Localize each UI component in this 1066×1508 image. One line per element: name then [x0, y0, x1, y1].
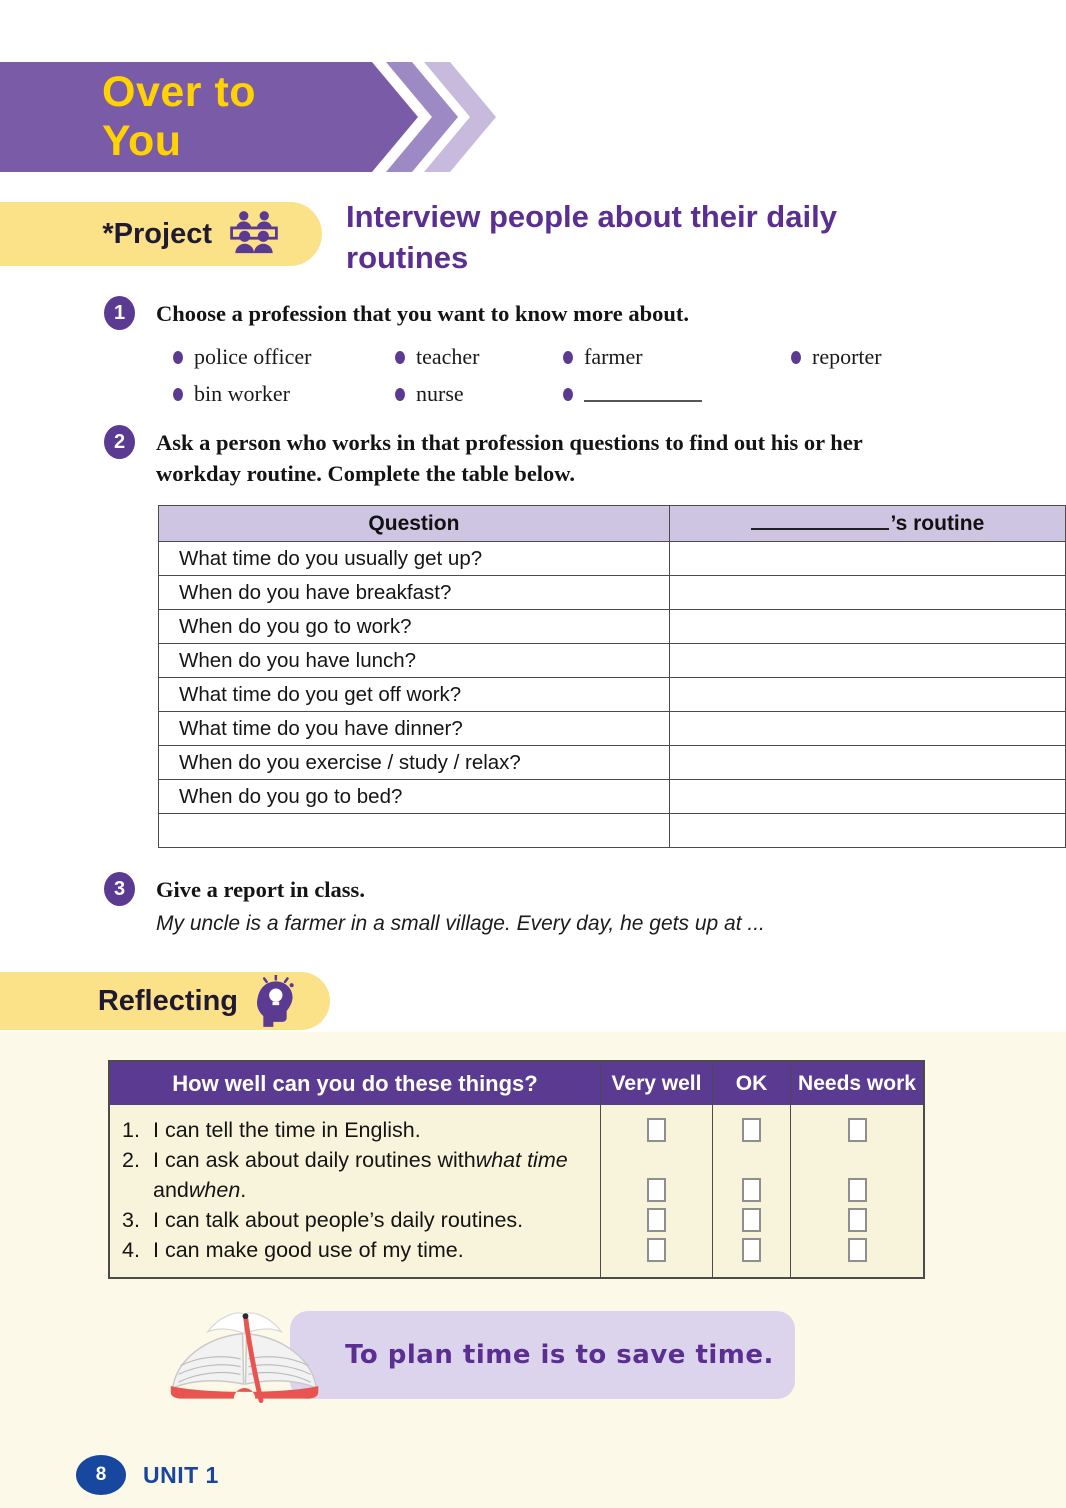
- question-cell: When do you have breakfast?: [159, 576, 670, 610]
- bullet-icon: [563, 388, 573, 401]
- profession-label: teacher: [416, 344, 480, 369]
- assessment-col-needs-work: Needs work: [790, 1062, 923, 1105]
- profession-label: nurse: [416, 381, 464, 406]
- table-row: [159, 814, 1066, 848]
- question-cell: When do you have lunch?: [159, 644, 670, 678]
- step-3-block: [156, 872, 765, 936]
- section-banner: [0, 62, 1066, 172]
- statement-line: [122, 1145, 600, 1175]
- profession-item-blank: [563, 381, 791, 407]
- assessment-header-row: [110, 1062, 923, 1105]
- checkbox[interactable]: [848, 1118, 867, 1142]
- statement-text: and: [153, 1177, 189, 1202]
- profession-label: reporter: [812, 344, 882, 369]
- checkbox[interactable]: [848, 1178, 867, 1202]
- bullet-icon: [173, 388, 183, 401]
- routine-answer-cell[interactable]: [669, 814, 1065, 848]
- meeting-table-icon: [226, 209, 282, 259]
- checkbox[interactable]: [742, 1208, 761, 1232]
- section-banner-title: Over to You: [102, 68, 257, 165]
- table-row: [159, 678, 1066, 712]
- routine-answer-cell[interactable]: [669, 576, 1065, 610]
- routine-answer-cell[interactable]: [669, 644, 1065, 678]
- quote-text: To plan time is to save time.: [345, 1340, 774, 1370]
- statement-number: 3.: [122, 1207, 140, 1232]
- statement-line: [122, 1205, 600, 1235]
- table-row: [159, 780, 1066, 814]
- name-blank[interactable]: [751, 516, 889, 530]
- statement-number: 4.: [122, 1237, 140, 1262]
- step-2-badge: 2: [104, 425, 135, 459]
- checkbox-column-ok: [712, 1105, 790, 1277]
- assessment-col-very-well: Very well: [600, 1062, 712, 1105]
- reflecting-banner: [0, 972, 330, 1030]
- statement-text: I can talk about people’s daily routines.: [153, 1207, 524, 1232]
- step-2-instruction: [156, 425, 863, 489]
- profession-label: bin worker: [194, 381, 290, 406]
- routine-answer-cell[interactable]: [669, 610, 1065, 644]
- routine-answer-cell[interactable]: [669, 746, 1065, 780]
- project-header: [0, 199, 1066, 278]
- checkbox[interactable]: [647, 1178, 666, 1202]
- checkbox[interactable]: [742, 1178, 761, 1202]
- statement-suffix: .: [240, 1177, 247, 1202]
- step-1-instruction: Choose a profession that you want to know more about.: [156, 301, 689, 326]
- profession-item: [563, 344, 791, 370]
- project-title: [346, 196, 837, 278]
- step-2-line2: workday routine. Complete the table below.: [156, 461, 575, 486]
- page-number-badge: 8: [76, 1455, 126, 1495]
- step-2-line1: Ask a person who works in that profession questions to find out his or her: [156, 430, 863, 455]
- step-1-badge: 1: [104, 296, 135, 330]
- routine-answer-cell[interactable]: [669, 712, 1065, 746]
- quote-box: [290, 1311, 795, 1399]
- profession-item: [173, 344, 395, 370]
- bullet-icon: [395, 351, 405, 364]
- project-title-line2: routines: [346, 240, 469, 275]
- quote-block: [163, 1305, 1066, 1405]
- question-cell: When do you exercise / study / relax?: [159, 746, 670, 780]
- routine-header-question: Question: [159, 506, 670, 542]
- assessment-col-ok: OK: [712, 1062, 790, 1105]
- checkbox[interactable]: [647, 1118, 666, 1142]
- reflecting-label: Reflecting: [97, 984, 238, 1017]
- assessment-header-question: How well can you do these things?: [172, 1070, 538, 1096]
- table-row: [159, 644, 1066, 678]
- project-banner: [0, 202, 322, 266]
- profession-label: police officer: [194, 344, 312, 369]
- self-assessment-table: [108, 1060, 925, 1279]
- statement-italic: what time: [475, 1147, 568, 1172]
- assessment-body: [110, 1105, 923, 1277]
- routine-answer-cell[interactable]: [669, 542, 1065, 576]
- statement-text: I can ask about daily routines with: [153, 1147, 476, 1172]
- page-footer: [76, 1455, 1066, 1495]
- unit-label: UNIT 1: [143, 1461, 219, 1488]
- bullet-icon: [563, 351, 573, 364]
- routine-suffix: ’s routine: [890, 511, 985, 535]
- routine-answer-cell[interactable]: [669, 678, 1065, 712]
- routine-table: [158, 505, 1066, 848]
- step-3-example: My uncle is a farmer in a small village. Every day, he gets up at ...: [156, 912, 765, 935]
- bullet-icon: [173, 351, 183, 364]
- question-cell: What time do you usually get up?: [159, 542, 670, 576]
- question-cell: When do you go to work?: [159, 610, 670, 644]
- profession-item: [395, 344, 563, 370]
- profession-list: [173, 344, 1066, 407]
- statement-text: I can tell the time in English.: [153, 1117, 421, 1142]
- section-banner-bar: [0, 62, 346, 172]
- assessment-statements: [110, 1105, 600, 1277]
- step-3-instruction: Give a report in class.: [156, 877, 365, 902]
- checkbox-column-needs-work: [790, 1105, 923, 1277]
- project-title-line1: Interview people about their daily: [346, 199, 837, 234]
- question-cell: What time do you get off work?: [159, 678, 670, 712]
- write-in-blank[interactable]: [584, 386, 702, 402]
- question-cell-blank[interactable]: [159, 814, 670, 848]
- table-row: [159, 576, 1066, 610]
- statement-number: 2.: [122, 1147, 140, 1172]
- step-3-badge: 3: [104, 872, 135, 906]
- statement-text: I can make good use of my time.: [153, 1237, 464, 1262]
- chevron-arrows-icon: [346, 62, 496, 172]
- step-3: [104, 872, 1066, 936]
- question-cell: When do you go to bed?: [159, 780, 670, 814]
- routine-header-routine: [669, 506, 1065, 542]
- reflecting-section: [0, 1032, 1066, 1508]
- open-book-icon: [163, 1305, 328, 1405]
- profession-item: [791, 344, 1066, 370]
- checkbox[interactable]: [742, 1238, 761, 1262]
- statement-italic: when: [188, 1177, 241, 1202]
- checkbox[interactable]: [848, 1238, 867, 1262]
- thinking-head-icon: [250, 975, 300, 1027]
- statement-line: [122, 1235, 600, 1265]
- profession-item: [173, 381, 395, 407]
- step-2: [104, 425, 1066, 489]
- project-label: *Project: [102, 217, 212, 250]
- table-row: [159, 712, 1066, 746]
- statement-number: 1.: [122, 1117, 140, 1142]
- step-1: [104, 296, 1066, 330]
- checkbox[interactable]: [848, 1208, 867, 1232]
- bullet-icon: [791, 351, 801, 364]
- routine-answer-cell[interactable]: [669, 780, 1065, 814]
- table-row: [159, 542, 1066, 576]
- checkbox[interactable]: [647, 1208, 666, 1232]
- profession-label: farmer: [584, 344, 643, 369]
- statement-line: [122, 1115, 600, 1145]
- question-cell: What time do you have dinner?: [159, 712, 670, 746]
- checkbox[interactable]: [742, 1118, 761, 1142]
- checkbox[interactable]: [647, 1238, 666, 1262]
- routine-table-header-row: [159, 506, 1066, 542]
- table-row: [159, 746, 1066, 780]
- statement-line: [122, 1175, 600, 1205]
- bullet-icon: [395, 388, 405, 401]
- checkbox-column-very-well: [600, 1105, 712, 1277]
- profession-item: [395, 381, 563, 407]
- table-row: [159, 610, 1066, 644]
